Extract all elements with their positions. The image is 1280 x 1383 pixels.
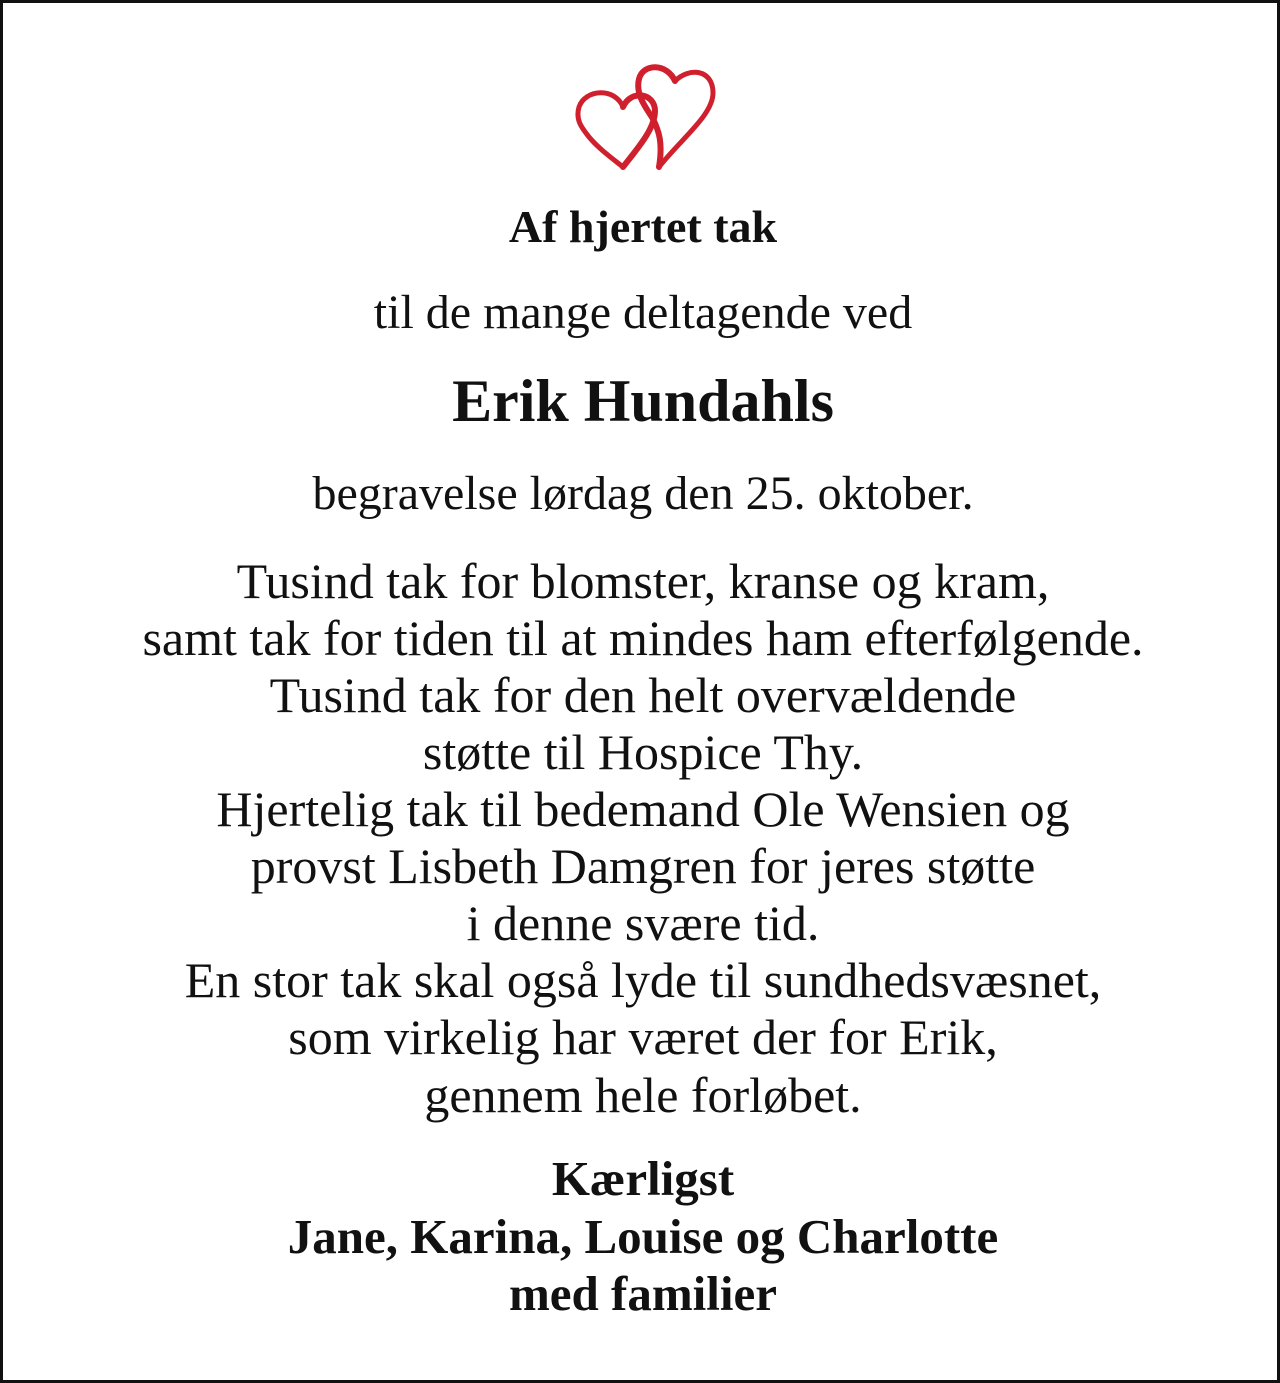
body-line: samt tak for tiden til at mindes ham efterfølgende. bbox=[142, 610, 1144, 666]
signature-closing: Kærligst bbox=[551, 1151, 735, 1206]
body-line: Hjertelig tak til bedemand Ole Wensien og bbox=[216, 781, 1070, 837]
deceased-name: Erik Hundahls bbox=[452, 368, 834, 434]
body-line: støtte til Hospice Thy. bbox=[422, 724, 864, 780]
heading: Af hjertet tak bbox=[508, 201, 778, 252]
body-line: som virkelig har været der for Erik, bbox=[288, 1009, 998, 1065]
intro-text: til de mange deltagende ved bbox=[373, 286, 913, 339]
body-line: Tusind tak for den helt overvældende bbox=[269, 667, 1017, 723]
body-line: provst Lisbeth Damgren for jeres støtte bbox=[250, 838, 1036, 894]
signature-names: Jane, Karina, Louise og Charlotte bbox=[287, 1209, 999, 1264]
body-line: Tusind tak for blomster, kranse og kram, bbox=[236, 553, 1050, 609]
double-hearts-icon bbox=[563, 59, 723, 175]
body-line: En stor tak skal også lyde til sundhedsvæsnet, bbox=[184, 952, 1102, 1008]
body-line: i denne svære tid. bbox=[466, 895, 820, 951]
body-line: gennem hele forløbet. bbox=[424, 1067, 862, 1123]
occasion-text: begravelse lørdag den 25. oktober. bbox=[312, 467, 974, 520]
signature-suffix: med familier bbox=[508, 1266, 778, 1321]
